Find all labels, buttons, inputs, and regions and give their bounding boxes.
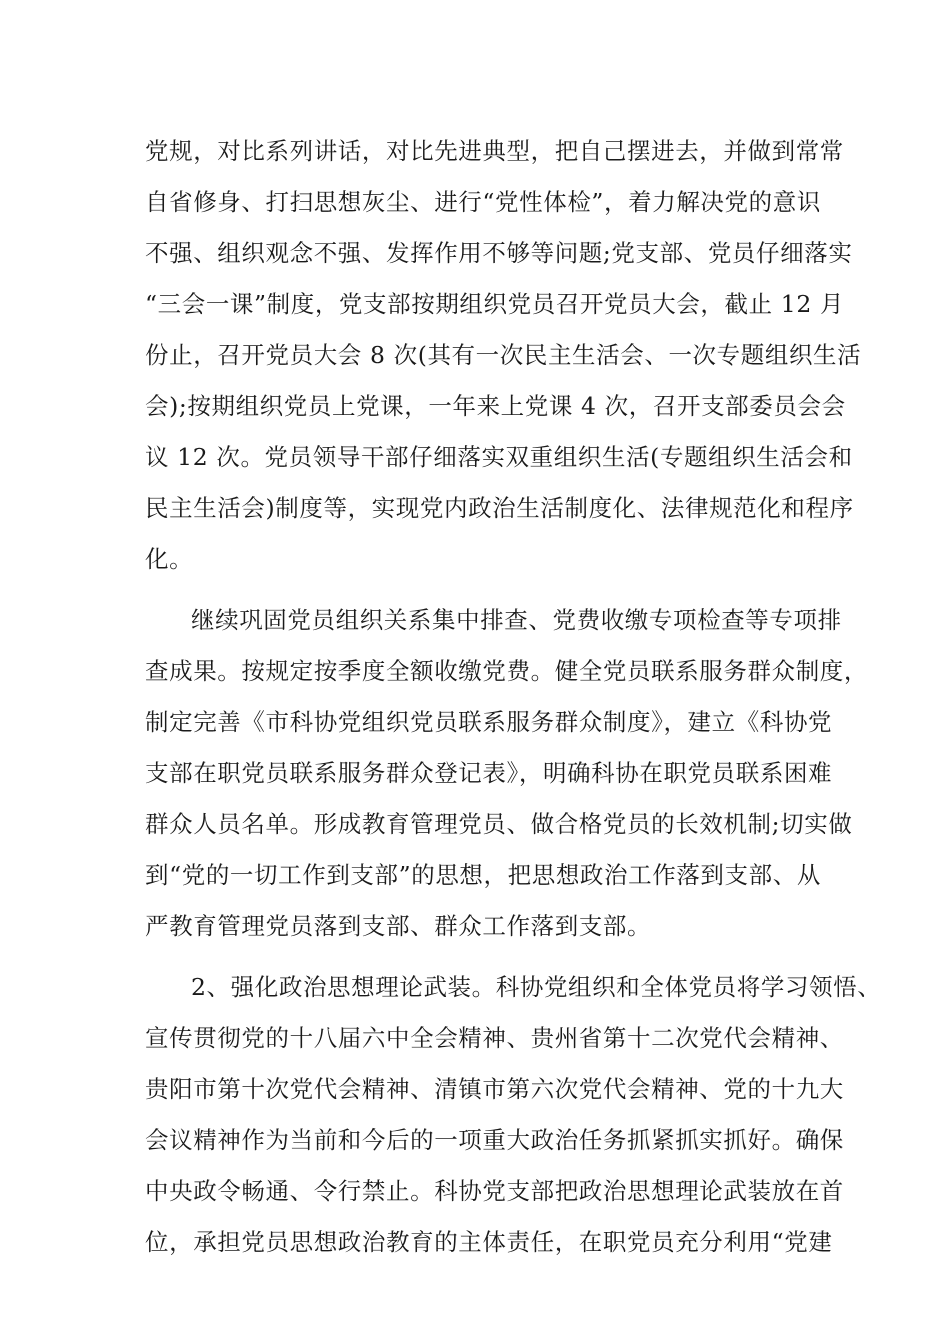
paragraph-3-line-5: 中央政令畅通、令行禁止。科协党支部把政治思想理论武装放在首 xyxy=(145,1177,844,1205)
paragraph-3-line-2: 宣传贯彻党的十八届六中全会精神、贵州省第十二次党代会精神、 xyxy=(145,1024,844,1052)
paragraph-1-line-9: 化。 xyxy=(145,545,194,573)
paragraph-1-line-4: “三会一课”制度，党支部按期组织党员召开党员大会，截止 12 月 xyxy=(145,290,845,318)
paragraph-3-line-6: 位，承担党员思想政治教育的主体责任，在职党员充分利用“党建 xyxy=(145,1228,833,1256)
paragraph-2-line-4: 支部在职党员联系服务群众登记表》，明确科协在职党员联系困难 xyxy=(145,759,833,787)
paragraph-2-line-5: 群众人员名单。形成教育管理党员、做合格党员的长效机制;切实做 xyxy=(145,810,853,838)
paragraph-1-line-8: 民主生活会)制度等，实现党内政治生活制度化、法律规范化和程序 xyxy=(145,494,854,522)
paragraph-1-line-5: 份止，召开党员大会 8 次(其有一次民主生活会、一次专题组织生活 xyxy=(145,341,862,369)
paragraph-3-line-1: 2、强化政治思想理论武装。科协党组织和全体党员将学习领悟、 xyxy=(191,973,882,1001)
paragraph-2-line-3: 制定完善《市科协党组织党员联系服务群众制度》，建立《科协党 xyxy=(145,708,833,736)
paragraph-2-line-1: 继续巩固党员组织关系集中排查、党费收缴专项检查等专项排 xyxy=(191,606,842,634)
paragraph-3-line-3: 贵阳市第十次党代会精神、清镇市第六次党代会精神、党的十九大 xyxy=(145,1075,844,1103)
paragraph-1-line-3: 不强、组织观念不强、发挥作用不够等问题;党支部、党员仔细落实 xyxy=(145,239,853,267)
paragraph-2-line-6: 到“党的一切工作到支部”的思想，把思想政治工作落到支部、从 xyxy=(145,861,821,889)
paragraph-1-line-1: 党规，对比系列讲话，对比先进典型，把自己摆进去，并做到常常 xyxy=(145,137,844,165)
paragraph-1-line-2: 自省修身、打扫思想灰尘、进行“党性体检”，着力解决党的意识 xyxy=(145,188,821,216)
paragraph-2-line-2: 查成果。按规定按季度全额收缴党费。健全党员联系服务群众制度， xyxy=(145,657,868,685)
paragraph-1-line-6: 会);按期组织党员上党课，一年来上党课 4 次，召开支部委员会会 xyxy=(145,392,846,420)
paragraph-1-line-7: 议 12 次。党员领导干部仔细落实双重组织生活(专题组织生活会和 xyxy=(145,443,853,471)
paragraph-2-line-7: 严教育管理党员落到支部、群众工作落到支部。 xyxy=(145,912,652,940)
paragraph-3-line-4: 会议精神作为当前和今后的一项重大政治任务抓紧抓实抓好。确保 xyxy=(145,1126,844,1154)
